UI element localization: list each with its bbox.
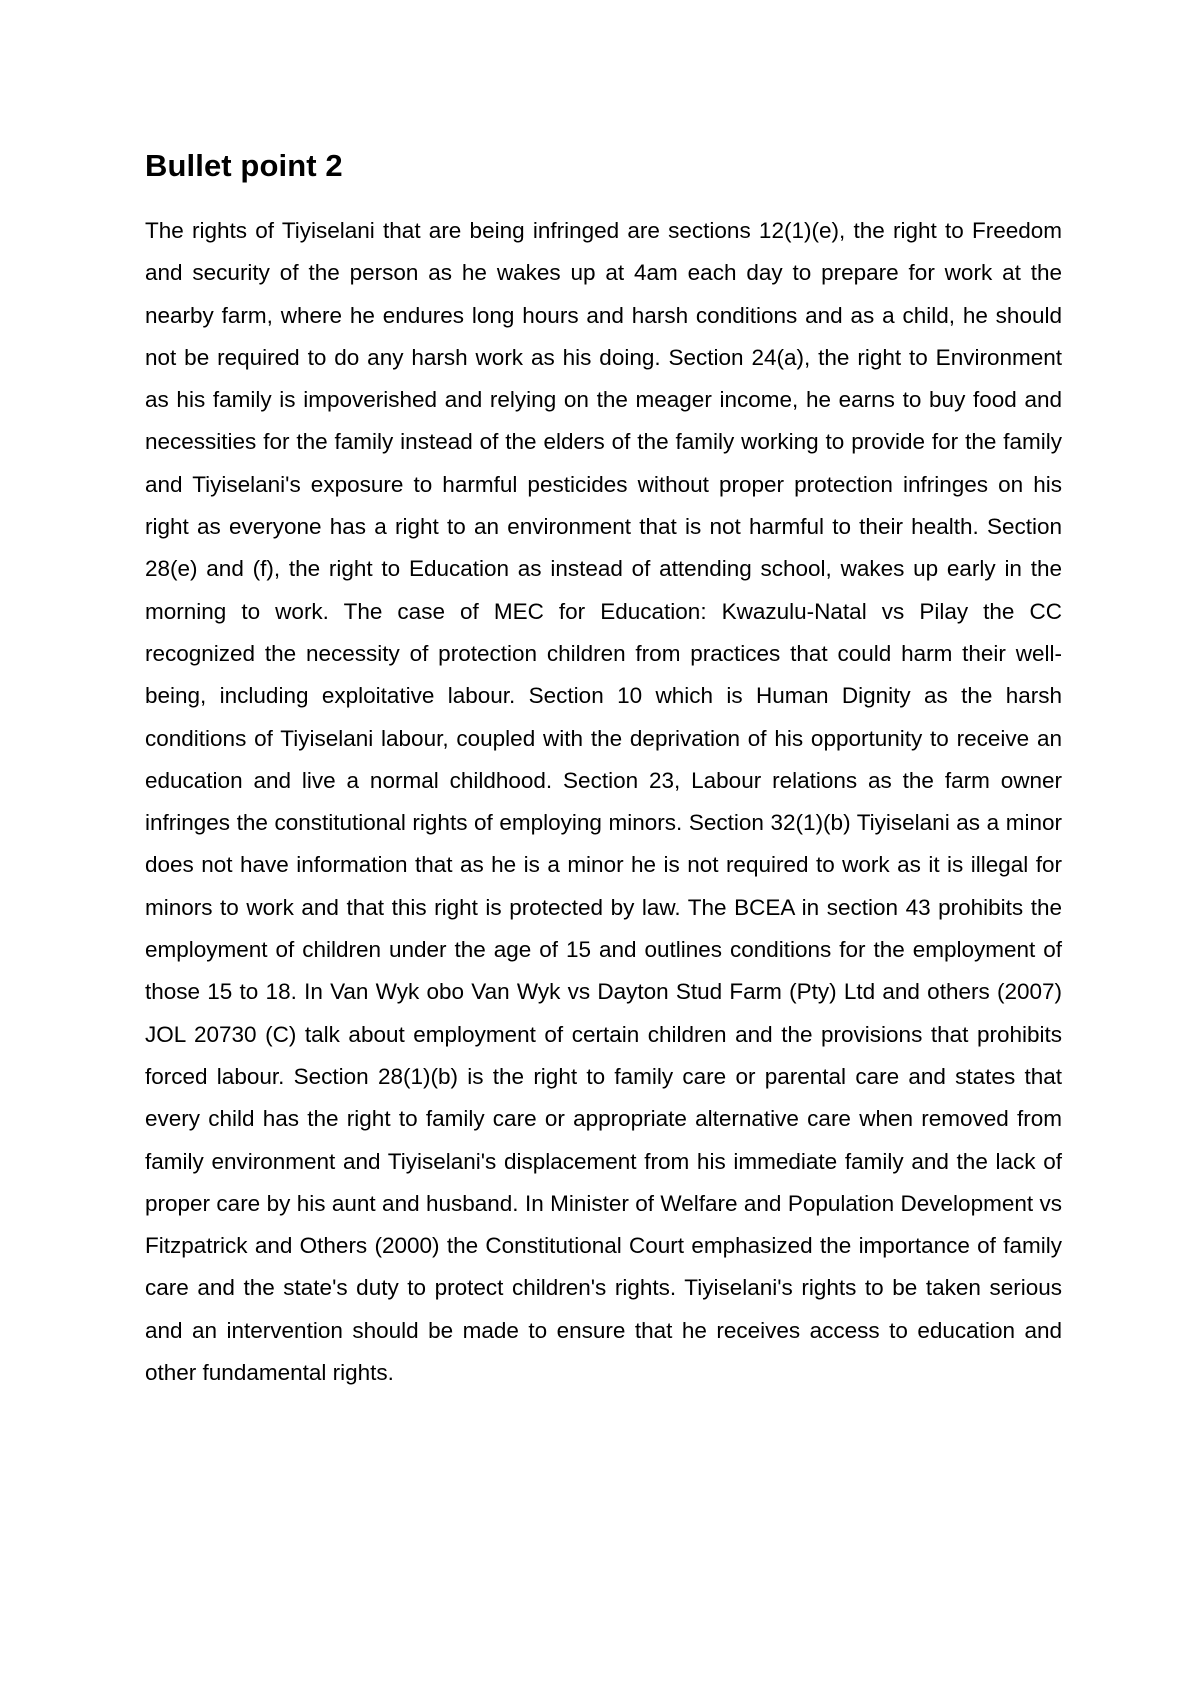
body-paragraph: The rights of Tiyiselani that are being infringed are sections 12(1)(e), the right to Freedom and security of the person as he wakes up at 4am each day to prepare for work at the nearby farm, where he endures long hours and harsh conditions and as a child, he should not be required to do any harsh work as his doing. Section 24(a), the right to Environment as his family is impoverished and relying on the meager income, he earns to buy food and necessities for the family instead of the elders of the family working to provide for the family and Tiyiselani's exposure to harmful pesticides without proper protection infringes on his right as everyone has a right to an environment that is not harmful to their health. Section 28(e) and (f), the right to Education as instead of attending school, wakes up early in the morning to work. The case of MEC for Education: Kwazulu-Natal vs Pilay the CC recognized the necessity of protection children from practices that could harm their well-being, including exploitative labour. Section 10 which is Human Dignity as the harsh conditions of Tiyiselani labour, coupled with the deprivation of his opportunity to receive an education and live a normal childhood. Section 23, Labour relations as the farm owner infringes the constitutional rights of employing minors. Section 32(1)(b) Tiyiselani as a minor does not have information that as he is a minor he is not required to work as it is illegal for minors to work and that this right is protected by law. The BCEA in section 43 prohibits the employment of children under the age of 15 and outlines conditions for the employment of those 15 to 18. In Van Wyk obo Van Wyk vs Dayton Stud Farm (Pty) Ltd and others (2007) JOL 20730 (C) talk about employment of certain children and the provisions that prohibits forced labour. Section 28(1)(b) is the right to family care or parental care and states that every child has the right to family care or appropriate alternative care when removed from family environment and Tiyiselani's displacement from his immediate family and the lack of proper care by his aunt and husband. In Minister of Welfare and Population Development vs Fitzpatrick and Others (2000) the Constitutional Court emphasized the importance of family care and the state's duty to protect children's rights. Tiyiselani's rights to be taken serious and an intervention should be made to ensure that he receives access to education and other fundamental rights. [145, 218, 1062, 1386]
document-content [145, 146, 1062, 1394]
section-heading: Bullet point 2 [145, 148, 343, 183]
